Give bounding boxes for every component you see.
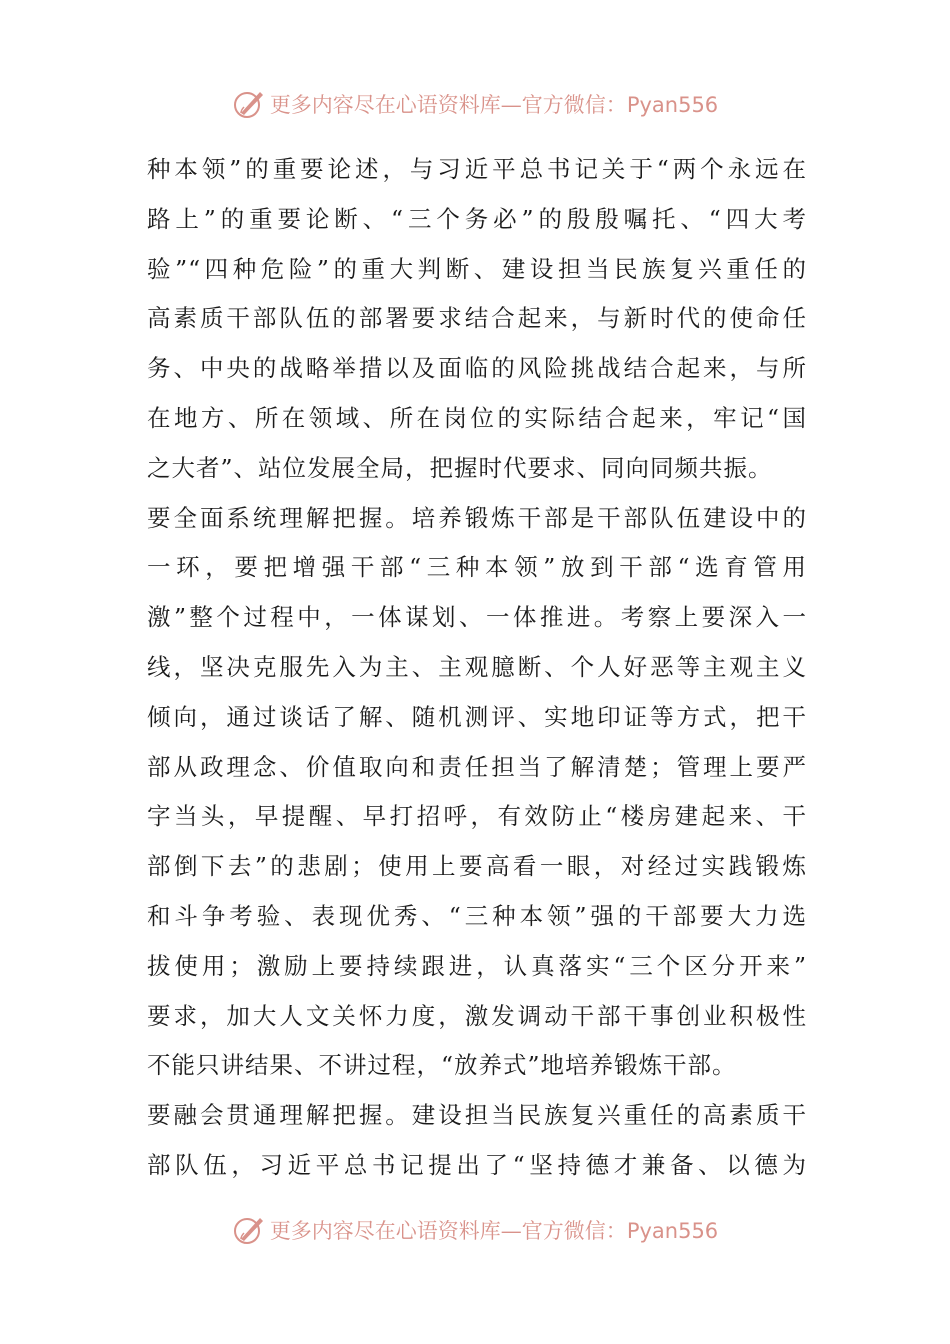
- text-line: 和斗争考验、表现优秀、“三种本领”强的干部要大力选: [147, 901, 807, 930]
- text-line: 拔使用；激励上要持续跟进，认真落实“三个区分开来”: [147, 951, 807, 980]
- text-line: 路上”的重要论断、“三个务必”的殷殷嘱托、“四大考: [147, 204, 807, 233]
- text-line: 在地方、所在领域、所在岗位的实际结合起来，牢记“国: [147, 403, 807, 432]
- text-line: 线，坚决克服先入为主、主观臆断、个人好恶等主观主义: [147, 652, 807, 681]
- text-line: 要融会贯通理解把握。建设担当民族复兴重任的高素质干: [147, 1101, 807, 1130]
- text-line: 种本领”的重要论述，与习近平总书记关于“两个永远在: [147, 155, 807, 183]
- text-line: 部从政理念、价值取向和责任担当了解清楚；管理上要严: [147, 752, 807, 781]
- text-line: 验”“四种危险”的重大判断、建设担当民族复兴重任的: [147, 254, 807, 283]
- text-line: 之大者”、站位发展全局，把握时代要求、同向同频共振。: [147, 453, 773, 482]
- document-body: [147, 145, 807, 1191]
- footer-banner-text: 更多内容尽在心语资料库—官方微信：Pyan556: [269, 1219, 719, 1243]
- quill-pen-logo-icon: [232, 87, 266, 121]
- text-line: 不能只讲结果、不讲过程，“放养式”地培养锻炼干部。: [147, 1051, 737, 1080]
- header-banner-text: 更多内容尽在心语资料库—官方微信：Pyan556: [269, 93, 719, 117]
- text-line: 务、中央的战略举措以及面临的风险挑战结合起来，与所: [147, 354, 807, 383]
- text-line: 倾向，通过谈话了解、随机测评、实地印证等方式，把干: [147, 702, 807, 731]
- text-line: 字当头，早提醒、早打招呼，有效防止“楼房建起来、干: [147, 802, 807, 831]
- footer-banner: [0, 1210, 950, 1250]
- header-banner: [0, 84, 950, 124]
- text-line: 高素质干部队伍的部署要求结合起来，与新时代的使命任: [147, 304, 807, 333]
- text-line: 激”整个过程中，一体谋划、一体推进。考察上要深入一: [147, 603, 807, 632]
- text-line: 要全面系统理解把握。培养锻炼干部是干部队伍建设中的: [147, 503, 807, 532]
- quill-pen-logo-icon: [232, 1213, 266, 1247]
- text-line: 部队伍，习近平总书记提出了“坚持德才兼备、以德为: [147, 1150, 807, 1179]
- text-line: 一环，要把增强干部“三种本领”放到干部“选育管用: [147, 553, 807, 582]
- text-line: 部倒下去”的悲剧；使用上要高看一眼，对经过实践锻炼: [147, 852, 807, 881]
- text-line: 要求，加大人文关怀力度，激发调动干部干事创业积极性: [147, 1001, 807, 1030]
